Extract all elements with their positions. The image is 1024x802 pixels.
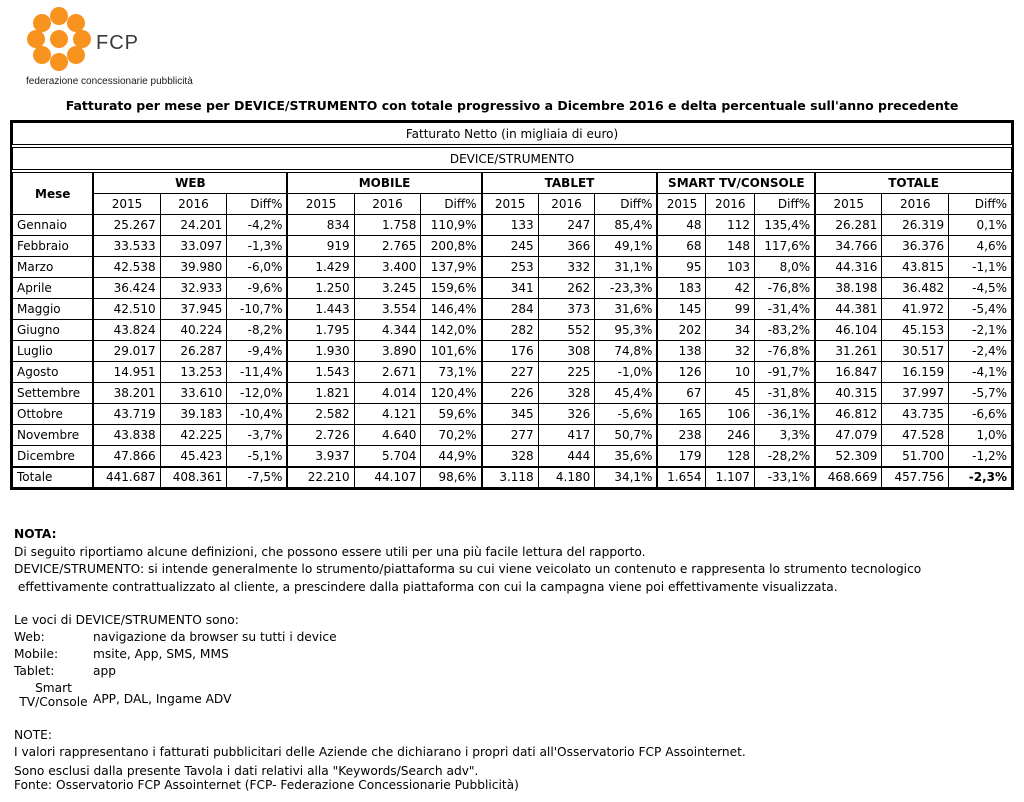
cell-smarttv-diff: -91,7% <box>755 362 816 383</box>
cell-tablet-diff: 49,1% <box>595 236 658 257</box>
cell-web-2016: 39.980 <box>160 257 227 278</box>
cell-web-2015: 38.201 <box>93 383 160 404</box>
cell-totale-2016: 16.159 <box>882 362 949 383</box>
cell-smarttv-diff: -31,4% <box>755 299 816 320</box>
cell-tablet-2016: 247 <box>538 215 595 236</box>
subheader-web-2015: 2015 <box>93 194 160 215</box>
note2-line: Fonte: Osservatorio FCP Assointernet (FCP- Federazione Concessionarie Pubblicità) <box>14 778 519 792</box>
notes-heading: NOTA: <box>14 527 57 541</box>
note2-heading: NOTE: <box>14 728 52 742</box>
cell-smarttv-2015: 48 <box>657 215 706 236</box>
fcp-logo <box>26 6 206 88</box>
cell-mese: Gennaio <box>13 215 94 236</box>
cell-mese: Totale <box>13 467 94 488</box>
subheader-totale-2016: 2016 <box>882 194 949 215</box>
cell-totale-diff: 4,6% <box>949 236 1012 257</box>
cell-totale-2015: 468.669 <box>815 467 882 488</box>
cell-smarttv-2016: 1.107 <box>706 467 755 488</box>
cell-mobile-diff: 200,8% <box>421 236 482 257</box>
subheader-totale-diff: Diff% <box>949 194 1012 215</box>
cell-web-diff: -9,6% <box>227 278 288 299</box>
cell-web-2016: 33.610 <box>160 383 227 404</box>
cell-totale-diff: -1,1% <box>949 257 1012 278</box>
cell-mobile-2016: 4.014 <box>354 383 421 404</box>
cell-smarttv-2015: 238 <box>657 425 706 446</box>
table-row <box>13 320 1012 341</box>
note2-line: I valori rappresentano i fatturati pubblicitari delle Aziende che dichiarano i propri dati all'Osservatorio FCP Assointernet. <box>14 745 746 759</box>
definition-key: Mobile: <box>14 647 59 661</box>
cell-web-diff: -7,5% <box>227 467 288 488</box>
cell-tablet-diff: 50,7% <box>595 425 658 446</box>
subheader-totale-2015: 2015 <box>815 194 882 215</box>
table-row <box>13 257 1012 278</box>
header-mese: Mese <box>13 173 94 215</box>
cell-web-2016: 26.287 <box>160 341 227 362</box>
definition-value: msite, App, SMS, MMS <box>93 647 229 661</box>
cell-tablet-diff: 45,4% <box>595 383 658 404</box>
cell-web-diff: -3,7% <box>227 425 288 446</box>
cell-totale-2015: 52.309 <box>815 446 882 467</box>
cell-totale-2015: 40.315 <box>815 383 882 404</box>
cell-tablet-diff: 74,8% <box>595 341 658 362</box>
cell-mobile-2015: 1.443 <box>287 299 354 320</box>
cell-web-2015: 42.538 <box>93 257 160 278</box>
cell-totale-diff: -6,6% <box>949 404 1012 425</box>
cell-mobile-2016: 1.758 <box>354 215 421 236</box>
table-row <box>13 215 1012 236</box>
cell-tablet-2016: 262 <box>538 278 595 299</box>
cell-tablet-2016: 225 <box>538 362 595 383</box>
cell-web-diff: -5,1% <box>227 446 288 467</box>
cell-smarttv-diff: -76,8% <box>755 341 816 362</box>
cell-tablet-diff: -1,0% <box>595 362 658 383</box>
cell-tablet-2016: 332 <box>538 257 595 278</box>
header-group-mobile: MOBILE <box>287 173 481 194</box>
cell-web-2016: 408.361 <box>160 467 227 488</box>
cell-mobile-2015: 834 <box>287 215 354 236</box>
cell-totale-2016: 43.815 <box>882 257 949 278</box>
definition-key: Tablet: <box>14 664 55 678</box>
cell-web-2015: 14.951 <box>93 362 160 383</box>
cell-mobile-diff: 159,6% <box>421 278 482 299</box>
table-row <box>13 446 1012 467</box>
cell-tablet-2015: 253 <box>482 257 539 278</box>
cell-web-diff: -10,4% <box>227 404 288 425</box>
table-row <box>13 383 1012 404</box>
cell-web-diff: -4,2% <box>227 215 288 236</box>
cell-smarttv-2015: 138 <box>657 341 706 362</box>
revenue-table <box>12 122 1012 488</box>
cell-mobile-2016: 3.890 <box>354 341 421 362</box>
cell-mobile-2015: 2.582 <box>287 404 354 425</box>
cell-smarttv-2016: 10 <box>706 362 755 383</box>
subheader-row <box>13 194 1012 215</box>
cell-mese: Dicembre <box>13 446 94 467</box>
cell-tablet-2015: 284 <box>482 299 539 320</box>
table-row <box>13 404 1012 425</box>
cell-tablet-2016: 326 <box>538 404 595 425</box>
cell-web-2015: 441.687 <box>93 467 160 488</box>
cell-tablet-2016: 366 <box>538 236 595 257</box>
subheader-smarttv-2016: 2016 <box>706 194 755 215</box>
cell-smarttv-diff: 8,0% <box>755 257 816 278</box>
cell-mobile-diff: 142,0% <box>421 320 482 341</box>
cell-mobile-2015: 3.937 <box>287 446 354 467</box>
cell-smarttv-2015: 165 <box>657 404 706 425</box>
cell-totale-2015: 44.316 <box>815 257 882 278</box>
table-row <box>13 341 1012 362</box>
cell-mese: Novembre <box>13 425 94 446</box>
definition-value: app <box>93 664 116 678</box>
table-row <box>13 236 1012 257</box>
table-row <box>13 299 1012 320</box>
cell-mese: Ottobre <box>13 404 94 425</box>
subheader-tablet-diff: Diff% <box>595 194 658 215</box>
cell-totale-2015: 34.766 <box>815 236 882 257</box>
cell-tablet-2016: 4.180 <box>538 467 595 488</box>
cell-totale-2015: 38.198 <box>815 278 882 299</box>
cell-mobile-2016: 3.400 <box>354 257 421 278</box>
cell-smarttv-diff: -28,2% <box>755 446 816 467</box>
subheader-mobile-2016: 2016 <box>354 194 421 215</box>
subheader-web-2016: 2016 <box>160 194 227 215</box>
cell-mobile-2016: 3.554 <box>354 299 421 320</box>
cell-web-diff: -1,3% <box>227 236 288 257</box>
definitions-intro: Le voci di DEVICE/STRUMENTO sono: <box>14 613 239 627</box>
cell-web-2016: 40.224 <box>160 320 227 341</box>
subheader-smarttv-diff: Diff% <box>755 194 816 215</box>
table-row <box>13 362 1012 383</box>
definition-key-smart <box>14 681 93 709</box>
cell-mobile-diff: 146,4% <box>421 299 482 320</box>
cell-tablet-diff: 85,4% <box>595 215 658 236</box>
cell-tablet-diff: 31,6% <box>595 299 658 320</box>
cell-tablet-2016: 328 <box>538 383 595 404</box>
cell-totale-2015: 31.261 <box>815 341 882 362</box>
cell-tablet-2015: 282 <box>482 320 539 341</box>
cell-smarttv-2016: 103 <box>706 257 755 278</box>
cell-smarttv-diff: -36,1% <box>755 404 816 425</box>
definition-item <box>14 629 337 646</box>
cell-totale-2015: 26.281 <box>815 215 882 236</box>
cell-smarttv-2015: 68 <box>657 236 706 257</box>
definition-value: navigazione da browser su tutti i device <box>93 630 337 644</box>
cell-web-2016: 39.183 <box>160 404 227 425</box>
cell-totale-diff: -2,3% <box>949 467 1012 488</box>
banner-device-strumento: DEVICE/STRUMENTO <box>13 148 1012 170</box>
subheader-mobile-diff: Diff% <box>421 194 482 215</box>
cell-totale-2016: 45.153 <box>882 320 949 341</box>
cell-smarttv-2015: 95 <box>657 257 706 278</box>
cell-mobile-diff: 59,6% <box>421 404 482 425</box>
cell-totale-2015: 47.079 <box>815 425 882 446</box>
cell-tablet-2015: 341 <box>482 278 539 299</box>
notes-section <box>14 526 921 596</box>
cell-mobile-diff: 98,6% <box>421 467 482 488</box>
cell-mobile-2015: 1.795 <box>287 320 354 341</box>
cell-totale-2016: 457.756 <box>882 467 949 488</box>
definition-item <box>14 646 337 663</box>
cell-totale-2016: 36.376 <box>882 236 949 257</box>
cell-tablet-2015: 277 <box>482 425 539 446</box>
cell-web-diff: -11,4% <box>227 362 288 383</box>
header-group-smarttv: SMART TV/CONSOLE <box>657 173 815 194</box>
cell-mobile-2015: 1.821 <box>287 383 354 404</box>
definition-value: APP, DAL, Ingame ADV <box>93 692 232 706</box>
definition-item <box>14 663 337 680</box>
cell-smarttv-2015: 202 <box>657 320 706 341</box>
cell-totale-2015: 46.104 <box>815 320 882 341</box>
definition-key-line: TV/Console <box>19 695 88 709</box>
table-row <box>13 425 1012 446</box>
notes-line: DEVICE/STRUMENTO: si intende generalmente lo strumento/piattaforma su cui viene veicolato un contenuto e rappresenta lo strumento tecnologico <box>14 562 922 576</box>
cell-totale-2016: 36.482 <box>882 278 949 299</box>
cell-web-2015: 29.017 <box>93 341 160 362</box>
cell-tablet-diff: 31,1% <box>595 257 658 278</box>
cell-smarttv-diff: 3,3% <box>755 425 816 446</box>
cell-smarttv-diff: -33,1% <box>755 467 816 488</box>
cell-totale-diff: -4,5% <box>949 278 1012 299</box>
cell-totale-2015: 44.381 <box>815 299 882 320</box>
cell-tablet-2015: 227 <box>482 362 539 383</box>
cell-mobile-2015: 2.726 <box>287 425 354 446</box>
cell-mobile-2016: 2.671 <box>354 362 421 383</box>
subheader-smarttv-2015: 2015 <box>657 194 706 215</box>
cell-tablet-2016: 417 <box>538 425 595 446</box>
cell-mobile-2016: 4.344 <box>354 320 421 341</box>
cell-tablet-2015: 3.118 <box>482 467 539 488</box>
cell-web-2015: 36.424 <box>93 278 160 299</box>
cell-web-2016: 13.253 <box>160 362 227 383</box>
banner-fatturato-netto: Fatturato Netto (in migliaia di euro) <box>13 123 1012 145</box>
cell-tablet-diff: 35,6% <box>595 446 658 467</box>
cell-web-2015: 47.866 <box>93 446 160 467</box>
cell-mobile-2015: 1.429 <box>287 257 354 278</box>
cell-smarttv-2015: 1.654 <box>657 467 706 488</box>
cell-mese: Maggio <box>13 299 94 320</box>
cell-mobile-2016: 2.765 <box>354 236 421 257</box>
cell-smarttv-diff: -31,8% <box>755 383 816 404</box>
notes-line: Di seguito riportiamo alcune definizioni, che possono essere utili per una più facile lettura del rapporto. <box>14 544 646 559</box>
cell-web-2016: 33.097 <box>160 236 227 257</box>
revenue-table-container <box>10 120 1014 490</box>
cell-totale-2016: 47.528 <box>882 425 949 446</box>
cell-smarttv-2016: 42 <box>706 278 755 299</box>
cell-web-2015: 43.719 <box>93 404 160 425</box>
cell-tablet-2015: 328 <box>482 446 539 467</box>
cell-mobile-2016: 44.107 <box>354 467 421 488</box>
table-row <box>13 278 1012 299</box>
totale-row <box>13 467 1012 488</box>
cell-smarttv-2016: 112 <box>706 215 755 236</box>
cell-totale-2016: 43.735 <box>882 404 949 425</box>
cell-tablet-2015: 133 <box>482 215 539 236</box>
definitions-list <box>14 612 337 709</box>
cell-smarttv-2015: 179 <box>657 446 706 467</box>
cell-totale-2016: 51.700 <box>882 446 949 467</box>
cell-smarttv-2015: 126 <box>657 362 706 383</box>
cell-web-2016: 37.945 <box>160 299 227 320</box>
cell-web-2015: 25.267 <box>93 215 160 236</box>
cell-totale-diff: -5,7% <box>949 383 1012 404</box>
cell-mobile-2015: 1.250 <box>287 278 354 299</box>
definition-key-line: Smart <box>35 681 72 695</box>
cell-smarttv-diff: -83,2% <box>755 320 816 341</box>
notes-line: effettivamente contrattualizzato al cliente, a prescindere dalla piattaforma con cui la campagna viene poi effettivamente visualizzata. <box>14 579 838 594</box>
cell-mobile-2015: 1.930 <box>287 341 354 362</box>
cell-mobile-diff: 101,6% <box>421 341 482 362</box>
cell-web-2016: 24.201 <box>160 215 227 236</box>
cell-smarttv-2015: 183 <box>657 278 706 299</box>
table-body <box>13 215 1012 488</box>
cell-mobile-diff: 110,9% <box>421 215 482 236</box>
cell-totale-2016: 30.517 <box>882 341 949 362</box>
cell-mese: Febbraio <box>13 236 94 257</box>
cell-smarttv-2015: 145 <box>657 299 706 320</box>
cell-smarttv-2016: 246 <box>706 425 755 446</box>
cell-totale-2015: 16.847 <box>815 362 882 383</box>
cell-web-diff: -8,2% <box>227 320 288 341</box>
cell-totale-2016: 26.319 <box>882 215 949 236</box>
header-group-web: WEB <box>93 173 287 194</box>
cell-smarttv-diff: 135,4% <box>755 215 816 236</box>
cell-mobile-diff: 120,4% <box>421 383 482 404</box>
flower-logo-icon <box>26 6 92 72</box>
cell-tablet-2016: 444 <box>538 446 595 467</box>
report-title: Fatturato per mese per DEVICE/STRUMENTO con totale progressivo a Dicembre 2016 e delta percentuale sull'anno precedente <box>65 98 959 113</box>
cell-tablet-2016: 308 <box>538 341 595 362</box>
cell-tablet-2015: 345 <box>482 404 539 425</box>
cell-mobile-diff: 73,1% <box>421 362 482 383</box>
cell-mobile-2016: 5.704 <box>354 446 421 467</box>
cell-tablet-2015: 176 <box>482 341 539 362</box>
cell-web-2016: 42.225 <box>160 425 227 446</box>
cell-web-2015: 43.838 <box>93 425 160 446</box>
cell-web-diff: -12,0% <box>227 383 288 404</box>
header-group-totale: TOTALE <box>815 173 1011 194</box>
definition-item <box>14 681 337 709</box>
cell-mobile-diff: 70,2% <box>421 425 482 446</box>
cell-smarttv-2016: 32 <box>706 341 755 362</box>
cell-web-2016: 45.423 <box>160 446 227 467</box>
cell-mobile-2015: 919 <box>287 236 354 257</box>
cell-mobile-2016: 4.640 <box>354 425 421 446</box>
cell-web-2015: 43.824 <box>93 320 160 341</box>
logo-subtitle: federazione concessionarie pubblicità <box>26 76 193 87</box>
cell-smarttv-diff: 117,6% <box>755 236 816 257</box>
cell-mese: Aprile <box>13 278 94 299</box>
cell-web-2015: 33.533 <box>93 236 160 257</box>
cell-smarttv-diff: -76,8% <box>755 278 816 299</box>
cell-totale-diff: 0,1% <box>949 215 1012 236</box>
cell-smarttv-2016: 128 <box>706 446 755 467</box>
cell-tablet-diff: -5,6% <box>595 404 658 425</box>
definition-key: Web: <box>14 630 45 644</box>
subheader-web-diff: Diff% <box>227 194 288 215</box>
cell-smarttv-2015: 67 <box>657 383 706 404</box>
cell-smarttv-2016: 148 <box>706 236 755 257</box>
cell-mobile-2015: 1.543 <box>287 362 354 383</box>
cell-mobile-2015: 22.210 <box>287 467 354 488</box>
cell-mese: Settembre <box>13 383 94 404</box>
logo-brand: FCP <box>96 32 139 54</box>
cell-tablet-diff: 95,3% <box>595 320 658 341</box>
cell-mese: Luglio <box>13 341 94 362</box>
cell-mobile-diff: 44,9% <box>421 446 482 467</box>
cell-mobile-2016: 3.245 <box>354 278 421 299</box>
cell-tablet-diff: 34,1% <box>595 467 658 488</box>
cell-totale-diff: -4,1% <box>949 362 1012 383</box>
cell-web-2015: 42.510 <box>93 299 160 320</box>
note2-line: Sono esclusi dalla presente Tavola i dati relativi alla "Keywords/Search adv". <box>14 764 479 778</box>
cell-totale-diff: -2,4% <box>949 341 1012 362</box>
cell-totale-diff: 1,0% <box>949 425 1012 446</box>
cell-totale-diff: -1,2% <box>949 446 1012 467</box>
cell-tablet-2015: 245 <box>482 236 539 257</box>
subheader-tablet-2015: 2015 <box>482 194 539 215</box>
cell-web-2016: 32.933 <box>160 278 227 299</box>
cell-totale-diff: -5,4% <box>949 299 1012 320</box>
cell-mese: Agosto <box>13 362 94 383</box>
cell-mese: Giugno <box>13 320 94 341</box>
cell-tablet-2015: 226 <box>482 383 539 404</box>
subheader-mobile-2015: 2015 <box>287 194 354 215</box>
cell-tablet-2016: 373 <box>538 299 595 320</box>
cell-smarttv-2016: 34 <box>706 320 755 341</box>
subheader-tablet-2016: 2016 <box>538 194 595 215</box>
cell-smarttv-2016: 45 <box>706 383 755 404</box>
cell-totale-diff: -2,1% <box>949 320 1012 341</box>
note2-section <box>14 727 746 794</box>
cell-mobile-diff: 137,9% <box>421 257 482 278</box>
cell-tablet-diff: -23,3% <box>595 278 658 299</box>
cell-totale-2016: 41.972 <box>882 299 949 320</box>
cell-mese: Marzo <box>13 257 94 278</box>
cell-web-diff: -9,4% <box>227 341 288 362</box>
cell-web-diff: -6,0% <box>227 257 288 278</box>
cell-tablet-2016: 552 <box>538 320 595 341</box>
cell-mobile-2016: 4.121 <box>354 404 421 425</box>
cell-smarttv-2016: 106 <box>706 404 755 425</box>
cell-totale-2016: 37.997 <box>882 383 949 404</box>
cell-web-diff: -10,7% <box>227 299 288 320</box>
cell-totale-2015: 46.812 <box>815 404 882 425</box>
header-group-tablet: TABLET <box>482 173 658 194</box>
cell-smarttv-2016: 99 <box>706 299 755 320</box>
